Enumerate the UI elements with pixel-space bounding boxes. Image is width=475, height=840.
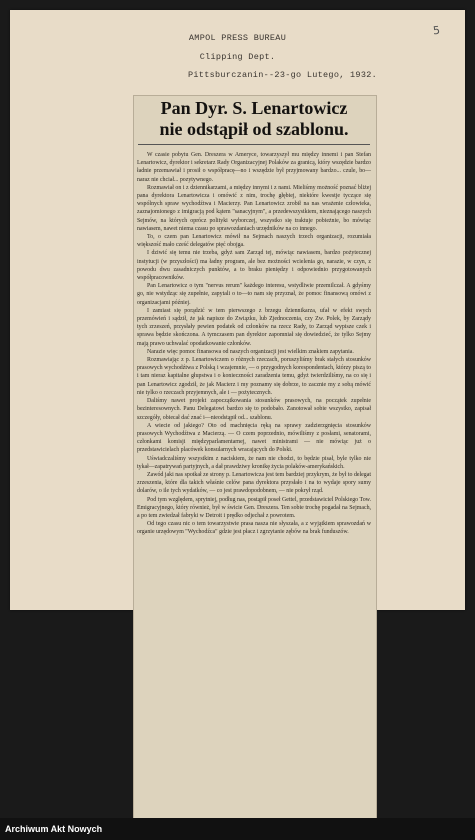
archive-label: Archiwum Akt Nowych bbox=[5, 824, 103, 834]
article-paragraph-4: I dziwić się temu nie trzeba, gdyż sam Zarząd tej, mówiąc nawiasem, bardzo pożytecznej instytucji (w przyszłości) ma ładny program, ale bez możności wcielenia go, narazie, w czyn, z powodu dwu zasadniczych punktów, a to braku pieniędzy i odpowiednio przygotowanych współpracowników. bbox=[137, 250, 371, 282]
article-paragraph-5: Pan Lenartowicz o tym "nervus rerum" każdego interesu, wstydliwie przemilczał. A gdyśmy go, nie wstydząc się zupełnie, zapytali o to—to nam się przyznał, że pomoc finansową omówi z organizacjami później. bbox=[137, 283, 371, 306]
page-number-mark: 5 bbox=[432, 23, 441, 38]
article-paragraph-13: Pod tym względem, sprytniej, podług nas, postąpił poseł Gettel, przedstawiciel Polskiego Tow. Emigracyjnego, który również, był w świcie Gen. Dreszera. Ten sobie trochę pogadał na Sejmach, a po tem zwiedzał fabryki w Detroit i prędko odjechał z powrotem. bbox=[137, 496, 371, 519]
article-body bbox=[137, 151, 371, 811]
title-divider bbox=[138, 144, 370, 145]
article-title-line-2: nie odstąpił od szablonu. bbox=[159, 119, 349, 139]
article-paragraph-1: W czasie pobytu Gen. Dreszera w Ameryce, towarzyszył mu między innemi i pan Stefan Lenartowicz, dyrektor i sekretarz Rady Organizacyjnej Polaków za granicą, który wszędzie bardzo ładnie przemawiał i prosił o współpracę—no i wszędzie był przyjmowany bardzo... czule, bo—naraz nie chciał... pozytywnego. bbox=[137, 152, 371, 183]
article-title-line-1: Pan Dyr. S. Lenartowicz bbox=[160, 98, 348, 118]
agency-header: AMPOL PRESS BUREAU bbox=[188, 33, 287, 43]
article-paragraph-12: Zawód jaki nas spotkał ze strony p. Lenartowicza jest tem bardziej przykrym, że był to delegat zrzeszenia, które dla takich właśnie celów pana dyrektora przysłało i na to wydaje spory sumy dolarów, o ile tych wydatków, — co jest prawdopodobnem, — nie pokrył rząd. bbox=[137, 471, 371, 495]
source-date-header: Pittsburczanin--23-go Lutego, 1932. bbox=[188, 70, 378, 80]
article-paragraph-8: Rozmawiając z p. Lenartowiczem o różnych rzeczach, poruszyliśmy brak stałych stosunków prasowych wychodźtwa z Polską i wzajemnie, — o przygodnych korespondentach, którzy piszą to i tam nieraz kapitalne głupstwa i o konieczności zaradzenia temu, gdyż twierdziliśmy, na co się i pan Lenartowicz zgodził, że jak Macierz i my poznamy się dobrze, to zacznie my z sobą mówić nie tylko o rzeczach przyjemnych, ale i — pożytecznych. bbox=[137, 357, 371, 396]
department-header: Clipping Dept. bbox=[199, 52, 276, 62]
article-title bbox=[133, 98, 375, 140]
article-paragraph-2: Rozmawiał on i z dziennikarzami, a między innymi i z nami. Mieliśmy możność poznać bliżej pana dyrektora Lenartowicza i omówić z nim, trochę głębiej, niektóre kwestje tyczące się wspólnych spraw wychodźtwa i Macierzy. Pan Lenartowicz zrobił na nas wrażenie człowieka, zaznajomionego z imigracją pod kątem "sanacyjnym", a przedewszystkiem, nieznającego naszych Sejmów, na których oprócz polityki wyborczej, wszystko się traktuje pobieżnie, bo mówiąc nawiasem, nawet niema czasu po sprawozdaniach urzędników na co innego. bbox=[137, 184, 371, 232]
article-paragraph-6: I zamiast się porądzić w tem pierwszego z brzegu dziennikarza, ufał w efekt swych przemówień i sądził, że jak napisze do Związku, lub Zjednoczenia, czy Zw. Polek, by Zarządy tych zrzeszeń, przysłały pewien podatek od członków na rzecz Rady, to Zarząd wypisze czek i sprawa będzie skończona. A tymczasem pan dyrektor zapomniał się dowiedzieć, że tylko Sejmy mają prawo uchwalać opodatkowanie członków. bbox=[137, 307, 371, 347]
article-paragraph-7: Narazie więc pomoc finansowa od naszych organizacji jest wielkim znakiem zapytania. bbox=[147, 348, 354, 355]
article-paragraph-9: Daliśmy nawet projekt zapoczątkowania stosunków prasowych, na początek zupełnie bezinteresownych. Panu Delegatowi bardzo się to podobało. Zanotował sobie wszystko, zapisał szczegóły, obiecał dać znać i—nieodstąpił od... szablonu. bbox=[137, 398, 371, 421]
article-paragraph-11: Uświadczaliśmy wszystkim z naciskiem, że nam nie chodzi, to będzie pisał, byle tylko nie tykał—zapatrywań partyjnych, a dał prawdziwy kronikę życia polaków-amerykańskich. bbox=[137, 455, 371, 470]
article-paragraph-3: To, o czem pan Lenartowicz mówił na Sejmach naszych trzech organizacji, rozumiała większość mało cześć delegatów pięć obojga. bbox=[137, 234, 371, 249]
article-paragraph-10: A wiecie od jakiego? Oto od machnięcia ręką na sprawy zadzierzgnięcia stosunków prasowych Wychodźtwa z Macierzą. — O czem poprzednio, mówiliśmy z posłami, senatorami, członkami komisji międzyparlamentarnej, nawet ministrami — nie mówiąc już o przedstawicielach placówek konsularnych wracających do Polski. bbox=[137, 422, 371, 454]
article-paragraph-14: Od tego czasu nic o tem towarzystwie prasa nasza nie słyszała, a z wyjątkiem sprawozdań w organie urzędowym "Wychodźca" gdzie jest płacz i zgrzytanie zębów na brak funduszów. bbox=[137, 521, 371, 536]
